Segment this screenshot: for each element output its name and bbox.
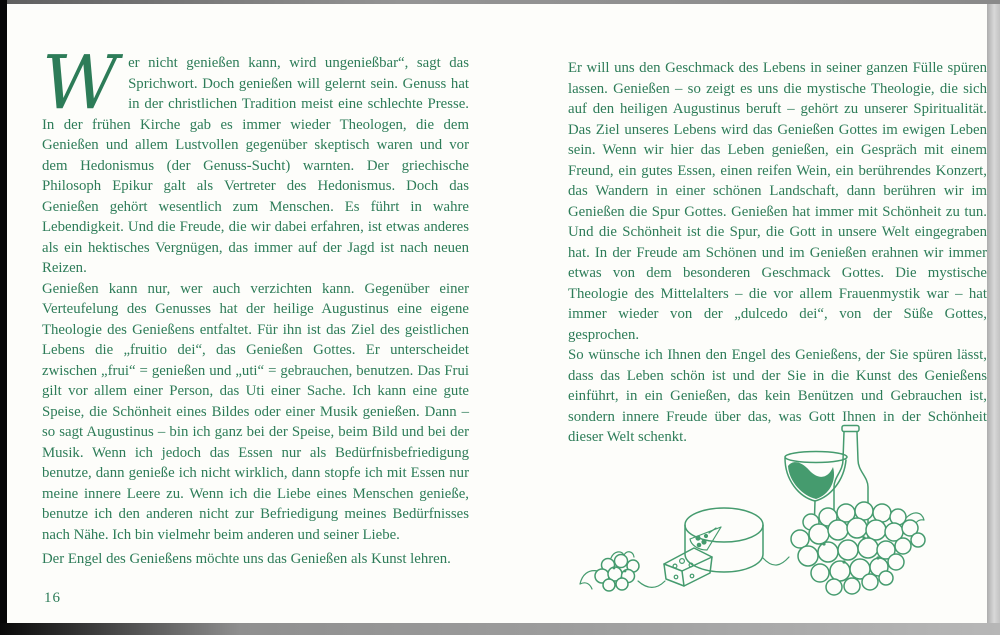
grape-bunch-small-icon bbox=[580, 552, 639, 591]
page-number: 16 bbox=[44, 590, 61, 606]
paragraph: Der Engel des Genießens möchte uns das Genießen als Kunst lehren. bbox=[42, 551, 451, 567]
page-left bbox=[7, 4, 497, 623]
paragraph-text: er nicht genießen kann, wird ungenießbar“, sagt das Sprichwort. Doch genießen will gelernt sein. Genuss hat in der christlichen Tradition meist eine schlechte Presse. In der frühen Kirche gab es immer wieder Theologen, die dem Genießen und allem Lustvollen gegenüber skeptisch waren und vor dem Hedonismus (der Genuss-Sucht) warnten. Der griechische Philosoph Epikur galt als Vertreter des Hedonismus. Doch das Genießen gehört wesentlich zum Menschen. Es führt in wahre Lebendigkeit. Und die Freude, die wir dabei erfahren, ist etwas anderes als ein hektisches Vergnügen, das immer auf der Jagd ist nach neuen Reizen. bbox=[42, 55, 469, 276]
paragraph: Genießen kann nur, wer auch verzichten kann. Gegenüber einer Verteufelung des Genusses hat der heilige Augustinus eine eigene Theologie des Genießens entfaltet. Für ihn ist das Ziel des geistlichen Lebens die „fruitio dei“, das Genießen Gottes. Er unterscheidet zwischen „frui“ = genießen und „uti“ = gebrauchen, benutzen. Das Frui gilt vor allem einer Person, das Uti einer Sache. Ich kann eine gute Speise, die Schönheit eines Bildes oder einer Musik genießen. Dann – so sagt Augustinus – bin ich ganz bei der Speise, beim Bild und bei der Musik. Wenn ich jedoch das Essen nur als Bedürfnisbefriedigung benutze, dann genieße ich nicht wirklich, dann stopfe ich mit Essen nur meine innere Leere zu. Wenn ich die Liebe eines Menschen genieße, benutze ich den anderen nicht zur Befriedigung meines Bedürfnisses nach Nähe. Ich bin vielmehr beim anderen und seiner Liebe. bbox=[42, 280, 469, 543]
still-life-svg bbox=[578, 424, 926, 596]
paragraph: Er will uns den Geschmack des Lebens in seiner ganzen Fülle spüren lassen. Genießen – so zeigt es uns die mystische Theologie, die sich auf den heiligen Augustinus beruft – gehört zu unserer Spiritualität. Das Ziel unseres Lebens wird das Genießen Gottes im ewigen Leben sein. Wenn wir hier das Leben genießen, ein Gespräch mit einem Freund, ein gutes Essen, einen reifen Wein, ein berührendes Konzert, das Wandern in einer schönen Landschaft, dann berühren wir im Genießen die Spur Gottes. Genießen hat immer mit Schönheit zu tun. Und die Schönheit ist die Spur, die Gott in unsere Welt eingegraben hat. In der Freude am Schönen und im Genießen erahnen wir immer etwas von dem besonderen Geschmack Gottes. Die mystische Theologie des Mittelalters – die vor allem Frauenmystik war – hat immer wieder von der „dulcedo dei“, von der Süße Gottes, gesprochen. bbox=[568, 60, 987, 343]
cheese-wedge-icon bbox=[664, 548, 712, 586]
photo-edge-bottom bbox=[0, 623, 1000, 635]
drop-cap: W bbox=[42, 40, 119, 126]
paragraph bbox=[42, 40, 469, 279]
photo-edge-left bbox=[0, 0, 7, 635]
paragraph: So wünsche ich Ihnen den Engel des Genießens, der Sie spüren lässt, dass das Leben schön ist und der Sie in die Kunst des Genießens einführt, in ein Genießen, das kein Benützen und Gebrauchen ist, sondern innere Freude über das, was Gott Ihnen in der Schönheit dieser Welt schenkt. bbox=[568, 347, 987, 445]
page-stack-edge bbox=[986, 4, 1000, 623]
book-spread bbox=[7, 4, 987, 623]
right-text-block bbox=[568, 58, 987, 448]
grape-bunch-large-icon bbox=[791, 502, 925, 595]
cheese-wheel-icon bbox=[685, 508, 763, 572]
left-text-block bbox=[42, 40, 469, 570]
page-right bbox=[497, 4, 987, 623]
still-life-illustration bbox=[578, 424, 926, 596]
vine-line bbox=[638, 557, 789, 587]
